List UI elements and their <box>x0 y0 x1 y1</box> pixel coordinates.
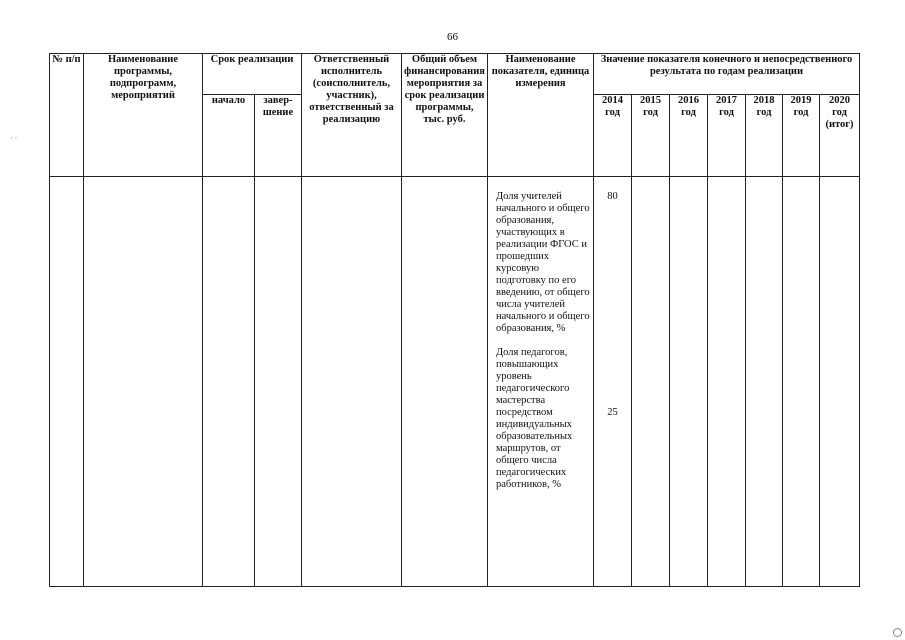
header-responsible: Ответственный исполнитель (соисполнитель, участник), ответственный за реализацию <box>302 54 402 177</box>
header-name: Наименование программы, подпрограмм, мероприятий <box>84 54 203 177</box>
header-term-start: начало <box>203 95 255 177</box>
header-year-2017: 2017 год <box>708 95 746 177</box>
table-row <box>50 177 860 587</box>
indicator-2-value-2014: 25 <box>607 407 618 418</box>
header-num: № п/п <box>50 54 84 177</box>
cell-2017 <box>708 177 746 587</box>
program-indicators-table <box>49 53 860 587</box>
header-year-2015: 2015 год <box>632 95 670 177</box>
header-values-group: Значение показателя конечного и непосредственного результата по годам реализации <box>594 54 860 95</box>
scan-mark: · · <box>10 134 18 143</box>
cell-term-start <box>203 177 255 587</box>
header-year-2019: 2019 год <box>783 95 820 177</box>
cell-2020 <box>820 177 860 587</box>
cell-indicators <box>488 177 594 587</box>
page-number: 66 <box>447 31 458 43</box>
header-indicator: Наименование показателя, единица измерения <box>488 54 594 177</box>
header-term-end: завер-шение <box>255 95 302 177</box>
indicator-2: Доля педагогов, повышающих уровень педагогического мастерства посредством индивидуальных образовательных маршрутов, от общего числа педагогических работников, % <box>496 347 573 490</box>
header-year-2016: 2016 год <box>670 95 708 177</box>
cell-funding <box>402 177 488 587</box>
cell-2014-values <box>594 177 632 587</box>
header-term: Срок реализации <box>203 54 302 95</box>
header-year-2014: 2014 год <box>594 95 632 177</box>
header-funding: Общий объем финансирования мероприятия за срок реализации программы, тыс. руб. <box>402 54 488 177</box>
header-year-2018: 2018 год <box>746 95 783 177</box>
indicator-1-value-2014: 80 <box>607 191 618 202</box>
cell-2018 <box>746 177 783 587</box>
indicator-1: Доля учителей начального и общего образования, участвующих в реализации ФГОС и прошедших курсовую подготовку по его введению, от общего числа учителей начального и общего образования, % <box>496 191 590 334</box>
cell-2019 <box>783 177 820 587</box>
header-year-2020-total: 2020 год (итог) <box>820 95 860 177</box>
cell-2015 <box>632 177 670 587</box>
cell-responsible <box>302 177 402 587</box>
program-table-wrapper <box>49 53 860 587</box>
scan-corner-mark <box>893 628 902 637</box>
cell-2016 <box>670 177 708 587</box>
cell-term-end <box>255 177 302 587</box>
cell-num <box>50 177 84 587</box>
cell-name <box>84 177 203 587</box>
